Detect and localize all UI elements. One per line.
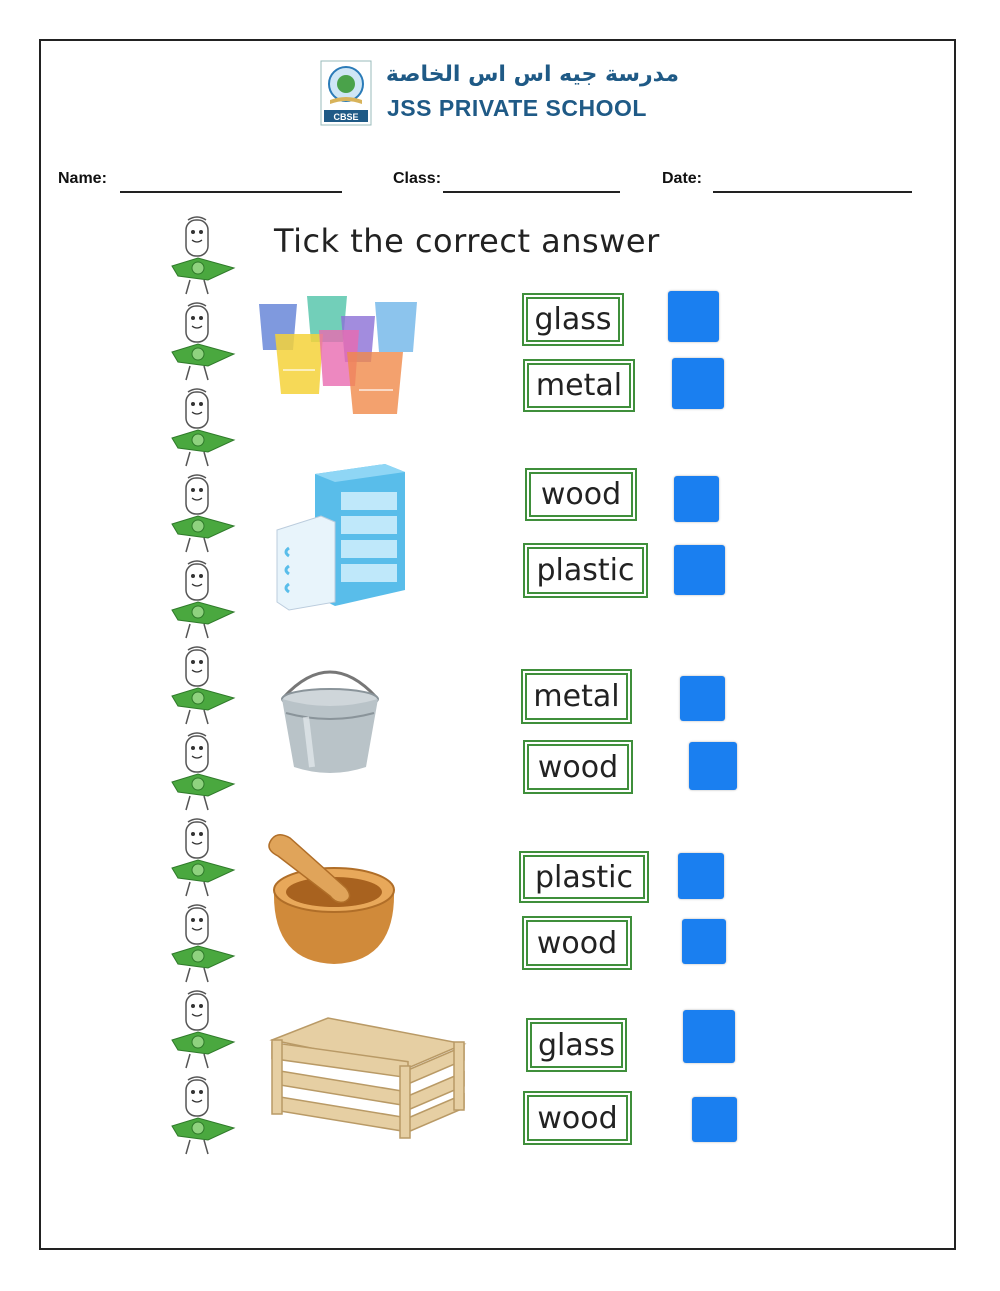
option-metal: metal (525, 673, 628, 720)
date-input-line[interactable] (713, 191, 912, 193)
mascot-icon (172, 303, 234, 380)
tick-box[interactable] (689, 742, 737, 790)
option-wood: wood (526, 920, 628, 966)
option-glass: glass (530, 1022, 623, 1068)
class-label: Class: (393, 170, 442, 187)
name-input-line[interactable] (120, 191, 342, 193)
metal-bucket-image (276, 655, 384, 780)
option-wood: wood (529, 472, 633, 517)
tick-box[interactable] (680, 676, 725, 721)
class-input-line[interactable] (443, 191, 620, 193)
option-wood: wood (527, 744, 629, 790)
mascot-border-column (168, 214, 240, 1164)
tick-box[interactable] (674, 545, 725, 595)
mascot-icon (172, 733, 234, 810)
mascot-icon (172, 819, 234, 896)
tick-box[interactable] (672, 358, 724, 409)
mascot-icon (172, 647, 234, 724)
option-glass: glass (526, 297, 620, 342)
option-plastic: plastic (527, 547, 644, 594)
mascot-icon (172, 1077, 234, 1154)
svg-text:CBSE: CBSE (333, 112, 359, 122)
mascot-icon (172, 905, 234, 982)
tick-box[interactable] (678, 853, 724, 899)
tick-box[interactable] (682, 919, 726, 964)
tick-box[interactable] (683, 1010, 735, 1063)
option-metal: metal (527, 363, 631, 408)
wooden-crate-image (268, 1010, 468, 1140)
mascot-icon (172, 217, 234, 294)
school-name-arabic: مدرسة جيه اس اس الخاصة (385, 62, 679, 87)
mascot-icon (172, 389, 234, 466)
mascot-icon (172, 475, 234, 552)
tick-box[interactable] (674, 476, 719, 522)
name-label: Name: (58, 170, 107, 187)
instruction-title: Tick the correct answer (274, 222, 660, 260)
option-wood: wood (527, 1095, 628, 1141)
mascot-icon (172, 991, 234, 1068)
drinking-glasses-image (255, 290, 425, 415)
school-name-english: JSS PRIVATE SCHOOL (387, 95, 647, 121)
date-label: Date: (662, 170, 703, 187)
mascot-icon (172, 561, 234, 638)
school-logo (320, 60, 372, 126)
tick-box[interactable] (692, 1097, 737, 1142)
tick-box[interactable] (668, 291, 719, 342)
option-plastic: plastic (523, 855, 645, 899)
wooden-mortar-pestle-image (262, 828, 407, 968)
plastic-drawers-image (275, 460, 420, 615)
